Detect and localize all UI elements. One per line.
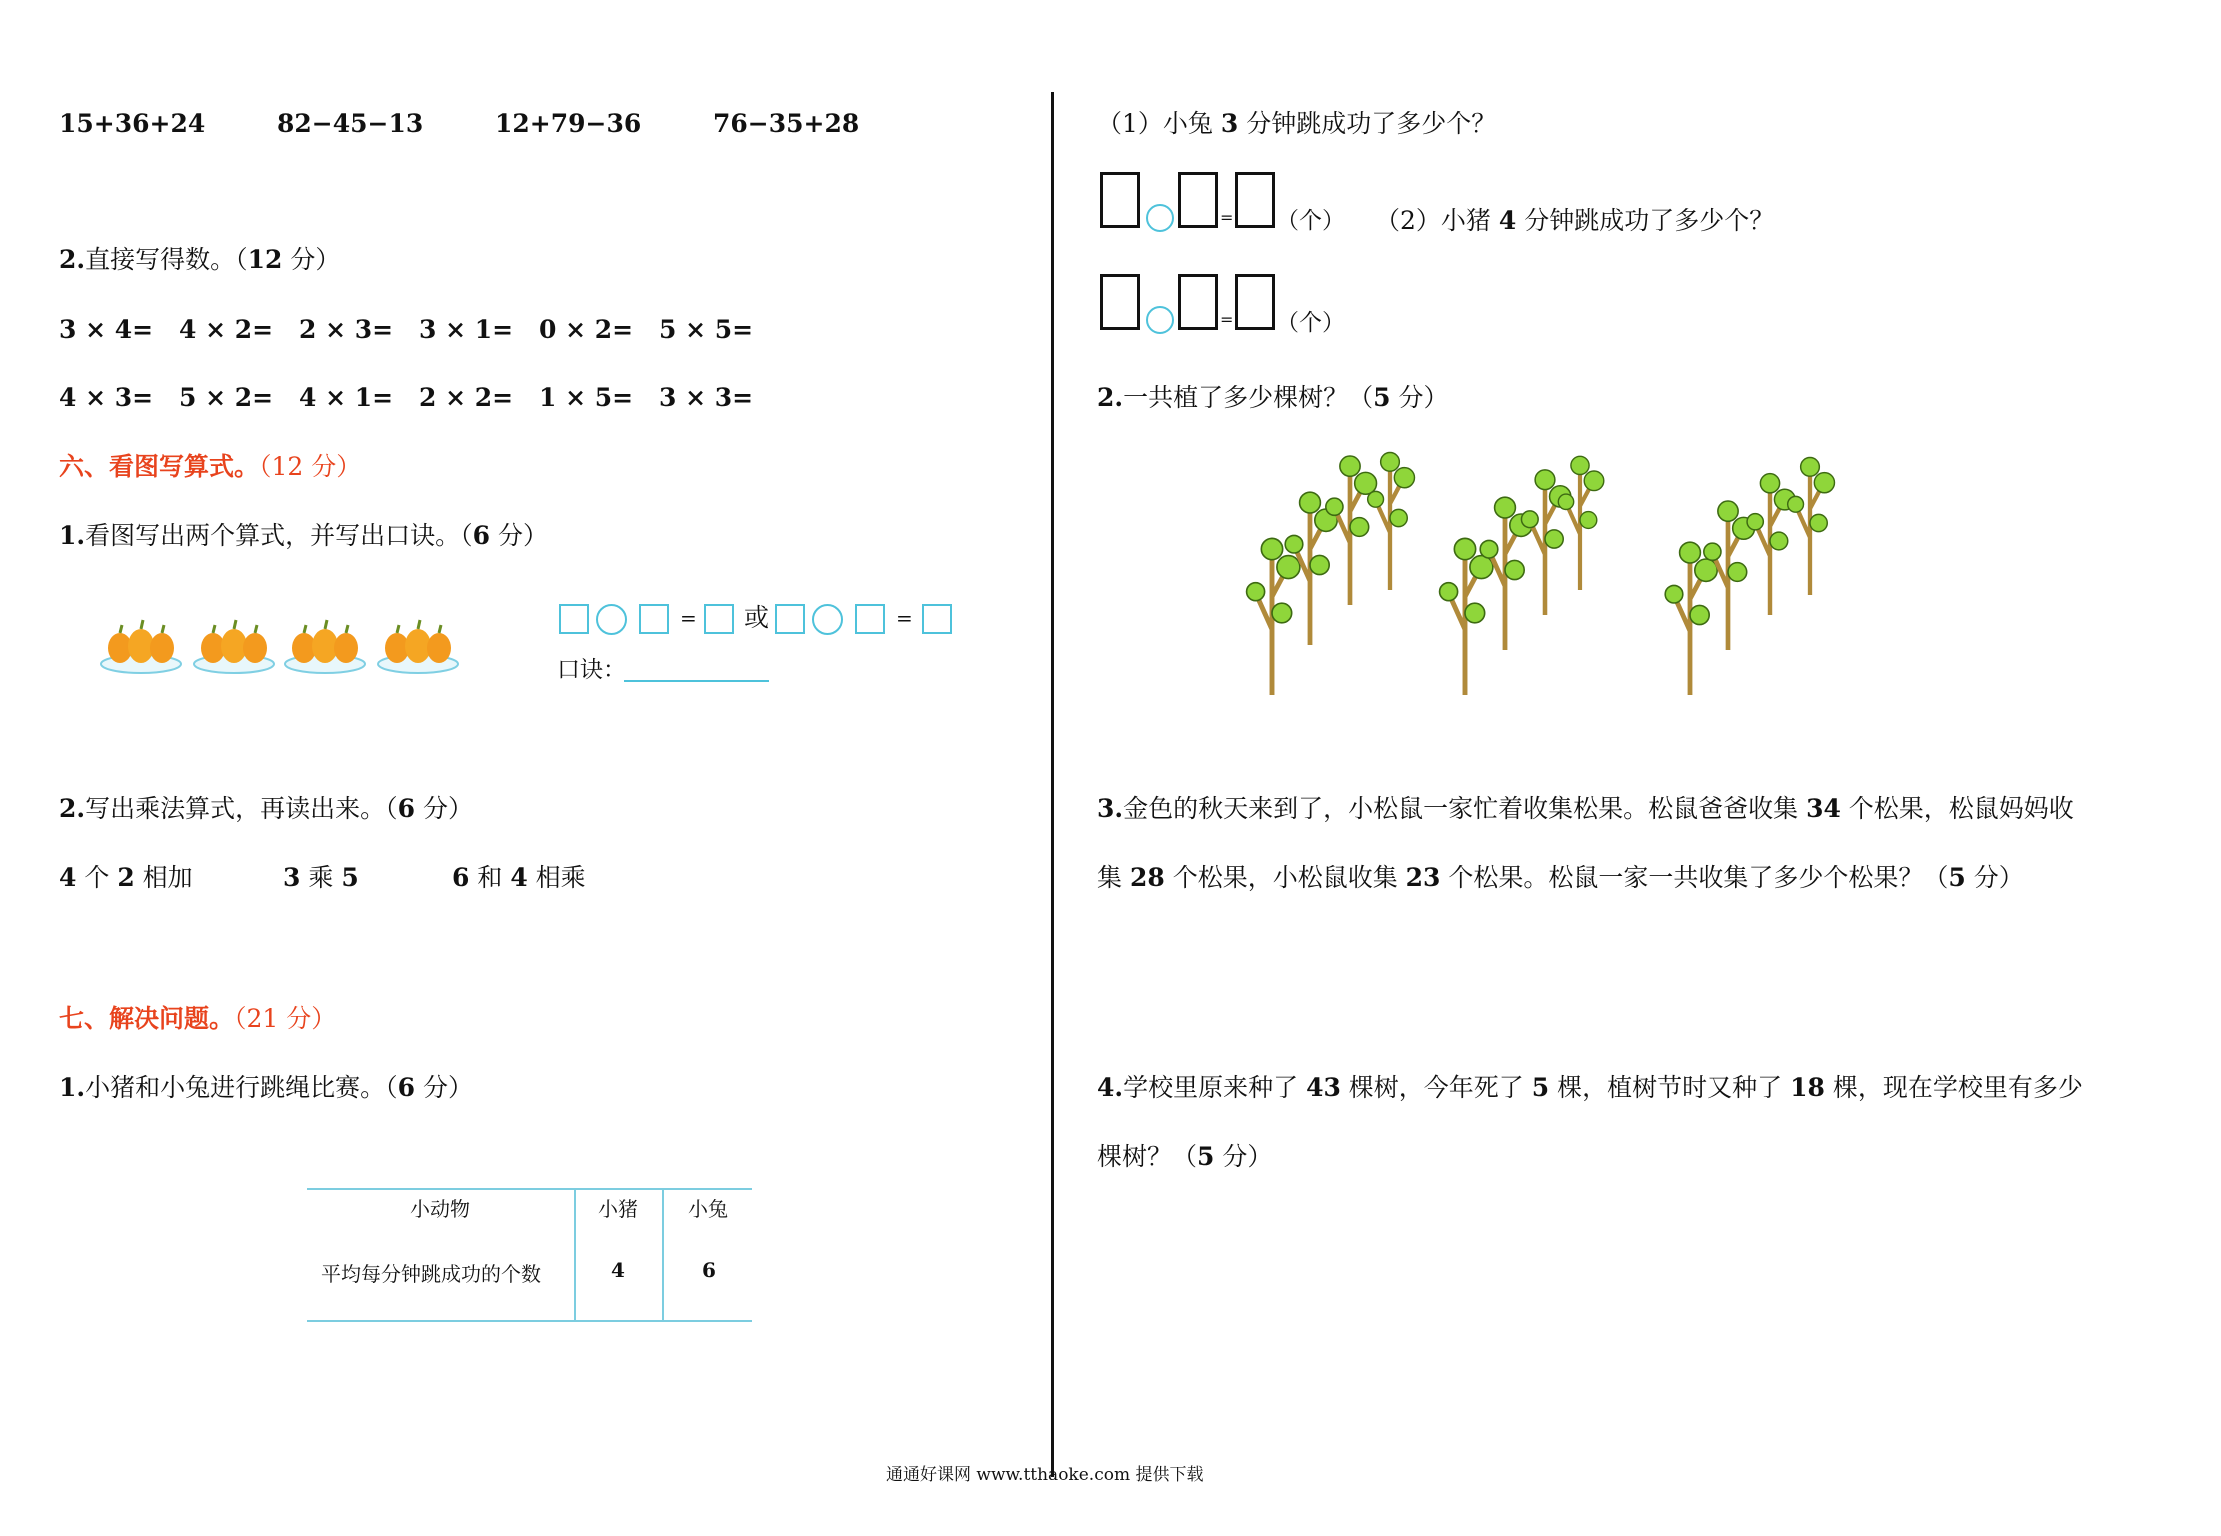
s7-q1-title: 1.小猪和小兔进行跳绳比赛。（6 分）: [59, 1073, 473, 1102]
mult-item: 0 × 2=: [539, 315, 634, 344]
or-label: 或: [744, 603, 770, 632]
tree-icon: [1521, 470, 1570, 615]
expression-2: 82−45−13: [277, 109, 424, 138]
table-col-divider: [662, 1188, 664, 1322]
sub-question-2: （2）小猪 4 分钟跳成功了多少个？: [1375, 206, 1775, 235]
mult-item: 1 × 5=: [539, 383, 634, 412]
r-q3-line-2: 集 28 个松果，小松鼠收集 23 个松果。松鼠一家一共收集了多少个松果？（5 分）: [1097, 863, 2024, 892]
unit-label: （个）: [1276, 310, 1345, 336]
phrase-1: 4 个 2 相加: [59, 863, 193, 892]
answer-box[interactable]: [855, 604, 885, 634]
mult-item: 2 × 2=: [419, 383, 514, 412]
s6-q2-title: 2.写出乘法算式，再读出来。（6 分）: [59, 794, 473, 823]
expression-1: 15+36+24: [59, 109, 206, 138]
answer-box[interactable]: [704, 604, 734, 634]
table-header-rabbit: 小兔: [688, 1197, 728, 1221]
pear-plate-icon: [377, 612, 459, 674]
answer-box[interactable]: [1235, 172, 1275, 228]
mult-item: 3 × 4=: [59, 315, 154, 344]
phrase-2: 3 乘 5: [283, 863, 359, 892]
expression-4: 76−35+28: [713, 109, 860, 138]
table-top-border: [307, 1188, 752, 1190]
answer-box[interactable]: [775, 604, 805, 634]
section-7-title: 七、解决问题。（21 分）: [59, 1004, 337, 1033]
answer-box[interactable]: [922, 604, 952, 634]
tree-icon: [1368, 452, 1415, 590]
mult-item: 3 × 1=: [419, 315, 514, 344]
pear-plate-icon: [284, 612, 366, 674]
r-q4-line-1: 4.学校里原来种了 43 棵树，今年死了 5 棵，植树节时又种了 18 棵，现在学校里有多少: [1097, 1073, 2083, 1102]
mult-item: 5 × 2=: [179, 383, 274, 412]
answer-box[interactable]: [1178, 274, 1218, 330]
table-bottom-border: [307, 1320, 752, 1322]
table-header-pig: 小猪: [598, 1197, 638, 1221]
trees-illustration: [1250, 445, 1890, 710]
page-footer: 通通好课网 www.tthaoke.com 提供下载: [886, 1465, 1204, 1485]
tree-icon: [1788, 457, 1835, 595]
answer-box[interactable]: [1100, 274, 1140, 330]
table-value-rabbit: 6: [702, 1258, 716, 1282]
equals-sign: =: [1220, 310, 1234, 329]
unit-label: （个）: [1276, 208, 1345, 234]
q2-direct-answer-title: 2.直接写得数。（12 分）: [59, 245, 341, 274]
equals-sign: =: [1220, 208, 1234, 227]
operator-circle[interactable]: [1146, 204, 1174, 232]
mult-item: 2 × 3=: [299, 315, 394, 344]
sub-question-1: （1）小兔 3 分钟跳成功了多少个？: [1097, 109, 1497, 138]
answer-box[interactable]: [1178, 172, 1218, 228]
mult-item: 4 × 2=: [179, 315, 274, 344]
tree-icon: [1440, 538, 1493, 695]
mult-item: 4 × 3=: [59, 383, 154, 412]
r-q2-title: 2.一共植了多少棵树？（5 分）: [1097, 383, 1449, 412]
tree-icon: [1247, 538, 1300, 695]
table-row-label: 平均每分钟跳成功的个数: [321, 1262, 541, 1286]
operator-circle[interactable]: [812, 604, 843, 635]
table-value-pig: 4: [611, 1258, 625, 1282]
tree-icon: [1558, 456, 1604, 590]
answer-box[interactable]: [1235, 274, 1275, 330]
r-q4-line-2: 棵树？（5 分）: [1097, 1142, 1273, 1171]
pear-plate-icon: [100, 612, 182, 674]
equals-sign: =: [680, 606, 697, 630]
column-divider: [1051, 92, 1054, 1477]
answer-box[interactable]: [639, 604, 669, 634]
mult-item: 3 × 3=: [659, 383, 754, 412]
equals-sign: =: [896, 606, 913, 630]
operator-circle[interactable]: [596, 604, 627, 635]
pear-plate-icon: [193, 612, 275, 674]
koujue-label: 口诀：: [557, 657, 626, 683]
operator-circle[interactable]: [1146, 306, 1174, 334]
answer-box[interactable]: [1100, 172, 1140, 228]
koujue-answer-line[interactable]: [624, 680, 769, 682]
table-col-divider: [574, 1188, 576, 1322]
expression-3: 12+79−36: [495, 109, 642, 138]
tree-icon: [1326, 456, 1377, 605]
mult-item: 5 × 5=: [659, 315, 754, 344]
answer-box[interactable]: [559, 604, 589, 634]
phrase-3: 6 和 4 相乘: [452, 863, 586, 892]
r-q3-line-1: 3.金色的秋天来到了，小松鼠一家忙着收集松果。松鼠爸爸收集 34 个松果，松鼠妈妈收: [1097, 794, 2074, 823]
section-6-title: 六、看图写算式。（12 分）: [59, 452, 362, 481]
s6-q1-title: 1.看图写出两个算式，并写出口诀。（6 分）: [59, 521, 548, 550]
table-header-animal: 小动物: [410, 1197, 470, 1221]
tree-icon: [1747, 474, 1795, 615]
mult-item: 4 × 1=: [299, 383, 394, 412]
tree-icon: [1665, 542, 1717, 695]
